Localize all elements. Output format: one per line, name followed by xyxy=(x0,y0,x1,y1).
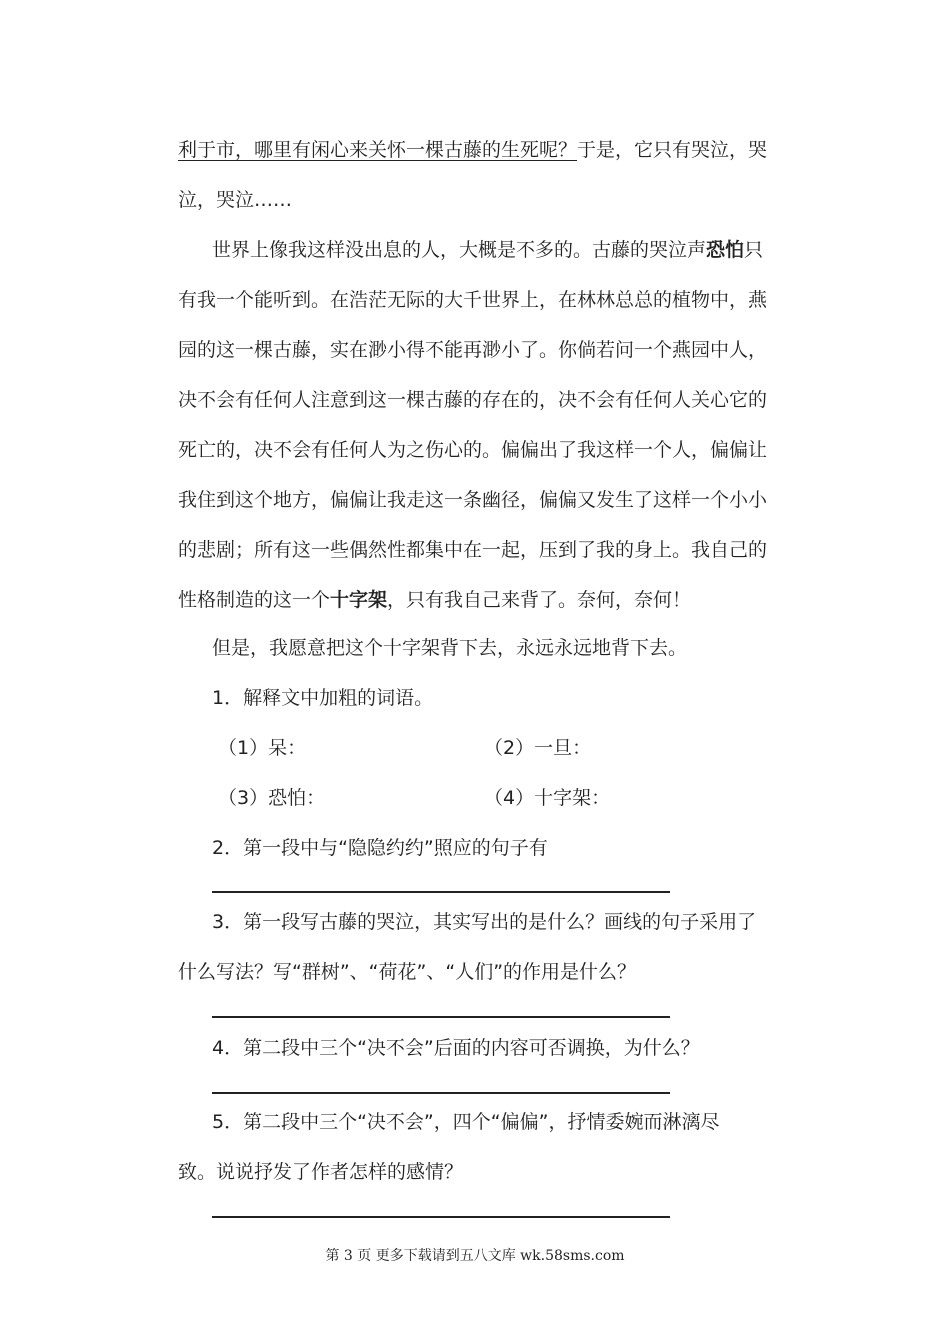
underlined-sentence: 利于市，哪里有闲心来关怀一棵古藤的生死呢？ xyxy=(178,139,578,161)
passage-line-2: 泣，哭泣…… xyxy=(178,189,293,211)
q1-item-1: （1）呆： xyxy=(218,737,307,759)
paragraph-2-line-8 xyxy=(178,588,691,612)
passage-line-1 xyxy=(178,138,767,162)
paragraph-2-line-7: 的悲剧；所有这一些偶然性都集中在一起，压到了我的身上。我自己的 xyxy=(178,539,768,561)
passage-text: 只 xyxy=(744,239,764,261)
paragraph-2-line-5: 死亡的，决不会有任何人为之伤心的。偏偏出了我这样一个人，偏偏让 xyxy=(178,439,768,461)
passage-text: 性格制造的这一个 xyxy=(178,589,331,611)
question-5-line-1: 5．第二段中三个“决不会”，四个“偏偏”，抒情委婉而淋漓尽 xyxy=(212,1111,720,1133)
paragraph-2-line-6: 我住到这个地方，偏偏让我走这一条幽径，偏偏又发生了这样一个小小 xyxy=(178,489,768,511)
q1-item-2: （2）一旦： xyxy=(484,737,592,759)
passage-text: 世界上像我这样没出息的人，大概是不多的。古藤的哭泣声 xyxy=(212,239,707,261)
q1-item-4: （4）十字架： xyxy=(484,787,611,809)
question-5-line-2: 致。说说抒发了作者怎样的感情？ xyxy=(178,1161,464,1183)
bold-word-shizijia: 十字架 xyxy=(330,589,388,611)
paragraph-2-line-3: 园的这一棵古藤，实在渺小得不能再渺小了。你倘若问一个燕园中人， xyxy=(178,339,768,361)
question-1: 1．解释文中加粗的词语。 xyxy=(212,687,434,709)
paragraph-3: 但是，我愿意把这个十字架背下去，永远永远地背下去。 xyxy=(212,637,688,659)
answer-line-q4[interactable] xyxy=(212,1092,670,1094)
q1-item-3: （3）恐怕： xyxy=(218,787,326,809)
question-4: 4．第二段中三个“决不会”后面的内容可否调换，为什么？ xyxy=(212,1037,700,1059)
paragraph-2-line-2: 有我一个能听到。在浩茫无际的大千世界上，在林林总总的植物中，燕 xyxy=(178,289,768,311)
answer-line-q2[interactable] xyxy=(212,891,670,893)
answer-line-q3[interactable] xyxy=(212,1016,670,1018)
passage-text: 于是，它只有哭泣，哭 xyxy=(577,139,768,161)
question-2: 2．第一段中与“隐隐约约”照应的句子有 xyxy=(212,837,548,859)
question-3-line-2: 什么写法？写“群树”、“荷花”、“人们”的作用是什么？ xyxy=(178,961,637,983)
paragraph-2-line-1 xyxy=(212,238,763,262)
answer-line-q5[interactable] xyxy=(212,1216,670,1218)
paragraph-2-line-4: 决不会有任何人注意到这一棵古藤的存在的，决不会有任何人关心它的 xyxy=(178,389,768,411)
question-3-line-1: 3．第一段写古藤的哭泣，其实写出的是什么？画线的句子采用了 xyxy=(212,911,757,933)
page-footer: 第 3 页 更多下载请到五八文库 wk.58sms.com xyxy=(325,1248,625,1264)
bold-word-kongpa: 恐怕 xyxy=(706,239,745,261)
passage-text: ，只有我自己来背了。奈何，奈何！ xyxy=(387,589,692,611)
